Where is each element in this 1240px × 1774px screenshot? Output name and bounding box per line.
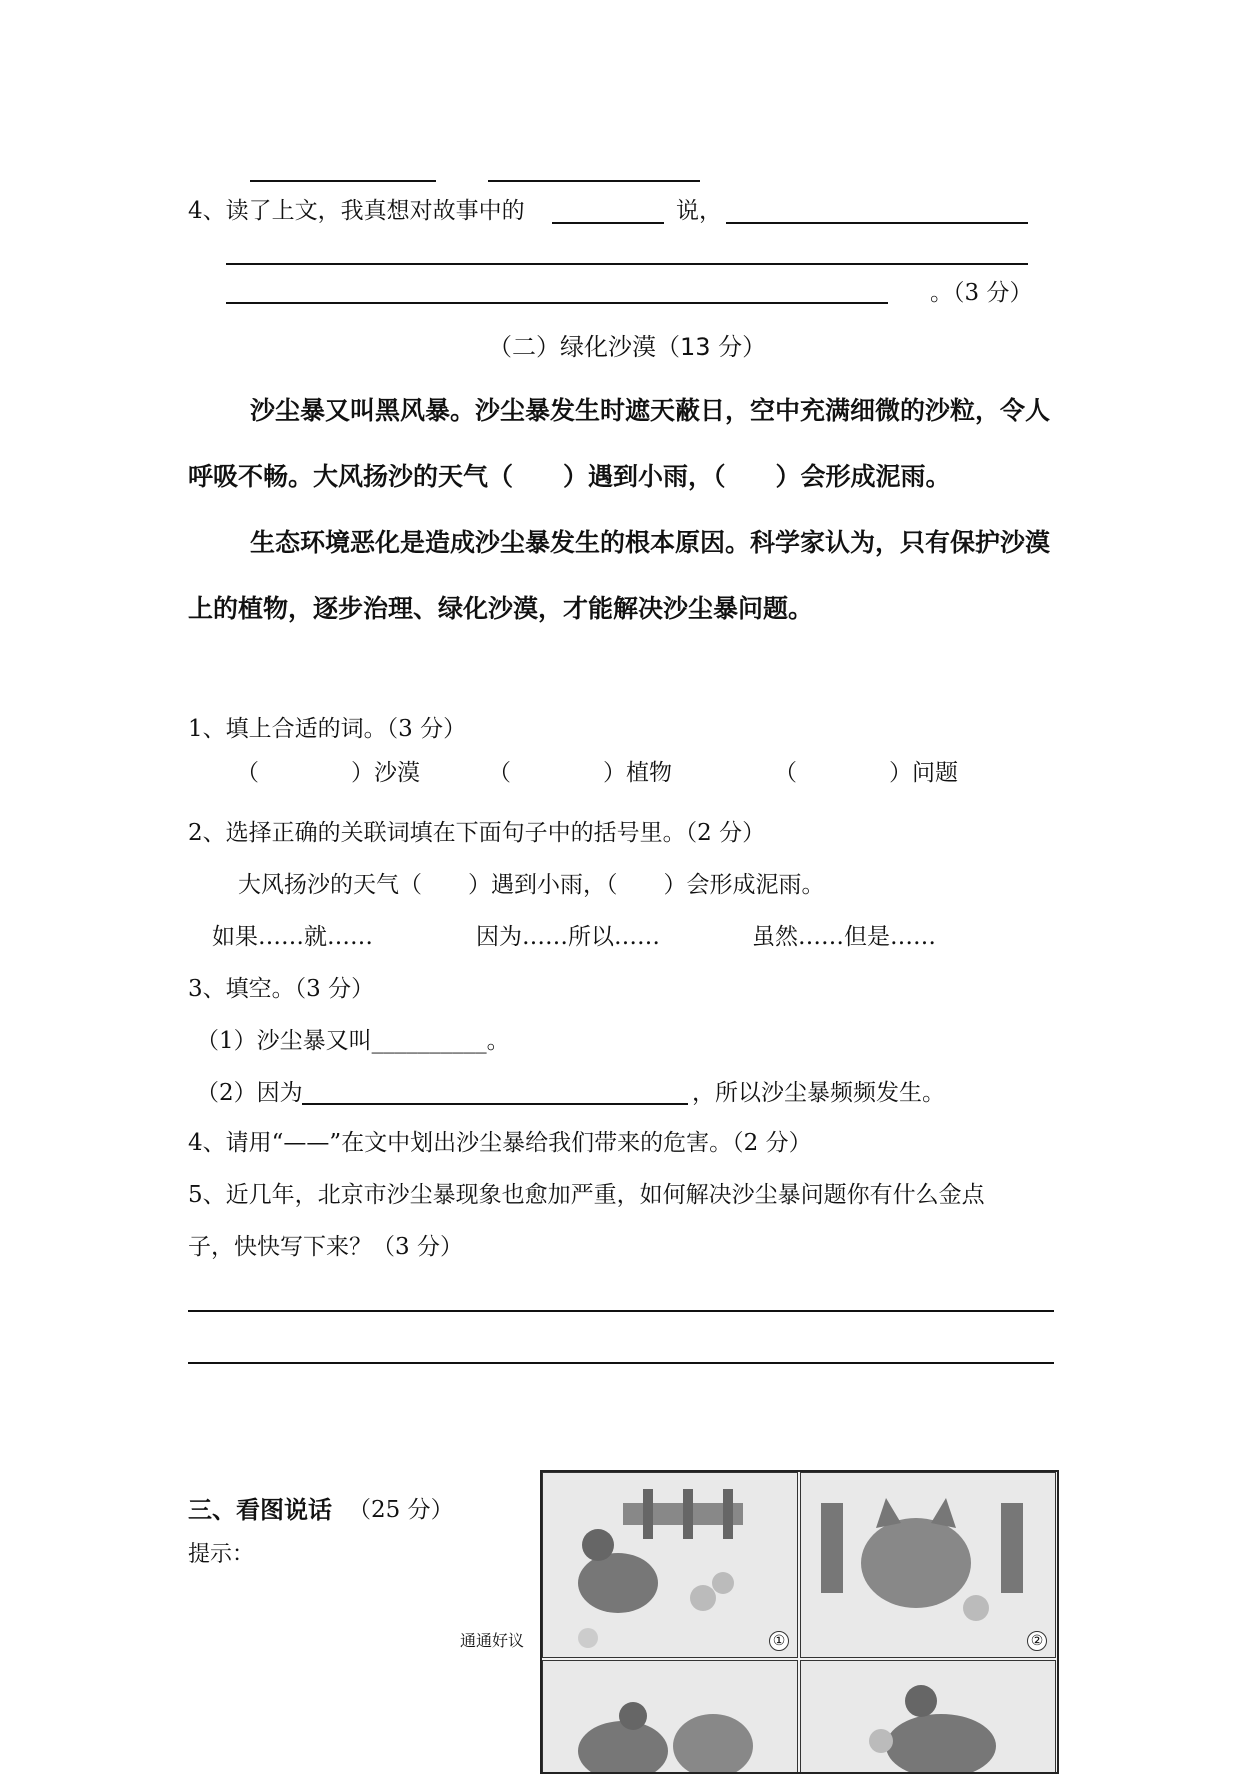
q5-answer-line-2[interactable] xyxy=(188,1362,1054,1364)
q3-item-2-suffix: ，所以沙尘暴频频发生。 xyxy=(692,1080,945,1106)
question-5-line2: 子，快快写下来？（3 分） xyxy=(188,1234,463,1260)
q2-sentence: 大风扬沙的天气（ ）遇到小雨，（ ）会形成泥雨。 xyxy=(238,872,825,898)
q4-answer-blank-1[interactable] xyxy=(726,222,1028,224)
question-4: 4、请用“——”在文中划出沙尘暴给我们带来的危害。（2 分） xyxy=(188,1130,812,1156)
picture-caption: 通通好议 xyxy=(460,1631,525,1650)
passage-p1-line1: 沙尘暴又叫黑风暴。沙尘暴发生时遮天蔽日，空中充满细微的沙粒，令人 xyxy=(250,396,1051,425)
q3-item-1[interactable]: （1）沙尘暴又叫__________。 xyxy=(196,1028,510,1054)
cat-and-chick-illustration xyxy=(801,1473,1055,1657)
q5-answer-line-1[interactable] xyxy=(188,1310,1054,1312)
passage-p2-line1: 生态环境恶化是造成沙尘暴发生的根本原因。科学家认为，只有保护沙漠 xyxy=(250,528,1051,557)
q4-answer-blank-2[interactable] xyxy=(226,263,1028,265)
q2-option-b: 因为……所以…… xyxy=(476,924,660,950)
question-3: 3、填空。（3 分） xyxy=(188,976,375,1002)
question-2: 2、选择正确的关联词填在下面句子中的括号里。（2 分） xyxy=(188,820,766,846)
picture-panel-3 xyxy=(542,1660,798,1774)
answer-blank-top-2[interactable] xyxy=(488,180,700,182)
answer-blank-top-1[interactable] xyxy=(250,180,436,182)
q2-option-c: 虽然……但是…… xyxy=(752,924,936,950)
q3-item-2-blank[interactable] xyxy=(302,1103,688,1105)
q1-blank-problem[interactable]: （ ）问题 xyxy=(774,760,958,786)
section3-score: （25 分） xyxy=(348,1497,454,1523)
q4-label: 4、读了上文，我真想对故事中的 xyxy=(188,198,525,224)
hen-and-cat-illustration xyxy=(543,1661,797,1774)
picture-panel-1 xyxy=(542,1472,798,1658)
q2-option-a: 如果……就…… xyxy=(212,924,373,950)
question-5-line1: 5、近几年，北京市沙尘暴现象也愈加严重，如何解决沙尘暴问题你有什么金点 xyxy=(188,1182,985,1208)
q4-say: 说， xyxy=(676,198,722,224)
passage-title: （二）绿化沙漠（13 分） xyxy=(488,333,767,361)
hen-and-chicks-illustration xyxy=(543,1473,797,1657)
question-1: 1、填上合适的词。（3 分） xyxy=(188,716,467,742)
q3-item-2-prefix: （2）因为 xyxy=(196,1080,303,1106)
picture-panel-4 xyxy=(800,1660,1056,1774)
section3-hint: 提示： xyxy=(188,1542,255,1567)
q4-answer-blank-3[interactable] xyxy=(226,302,888,304)
q4-character-blank[interactable] xyxy=(552,222,664,224)
passage-p2-line2: 上的植物，逐步治理、绿化沙漠，才能解决沙尘暴问题。 xyxy=(188,594,814,623)
picture-story-image xyxy=(540,1470,1059,1774)
panel-number-1: ① xyxy=(769,1631,789,1651)
hen-protecting-chicks-illustration xyxy=(801,1661,1055,1774)
panel-number-2: ② xyxy=(1027,1631,1047,1651)
q1-blank-desert[interactable]: （ ）沙漠 xyxy=(236,760,420,786)
picture-panel-2 xyxy=(800,1472,1056,1658)
passage-p1-line2: 呼吸不畅。大风扬沙的天气（ ）遇到小雨，（ ）会形成泥雨。 xyxy=(188,462,951,491)
q4-score: 。（3 分） xyxy=(930,280,1033,306)
q1-blank-plants[interactable]: （ ）植物 xyxy=(488,760,672,786)
section3-heading: 三、看图说话 xyxy=(188,1496,332,1524)
